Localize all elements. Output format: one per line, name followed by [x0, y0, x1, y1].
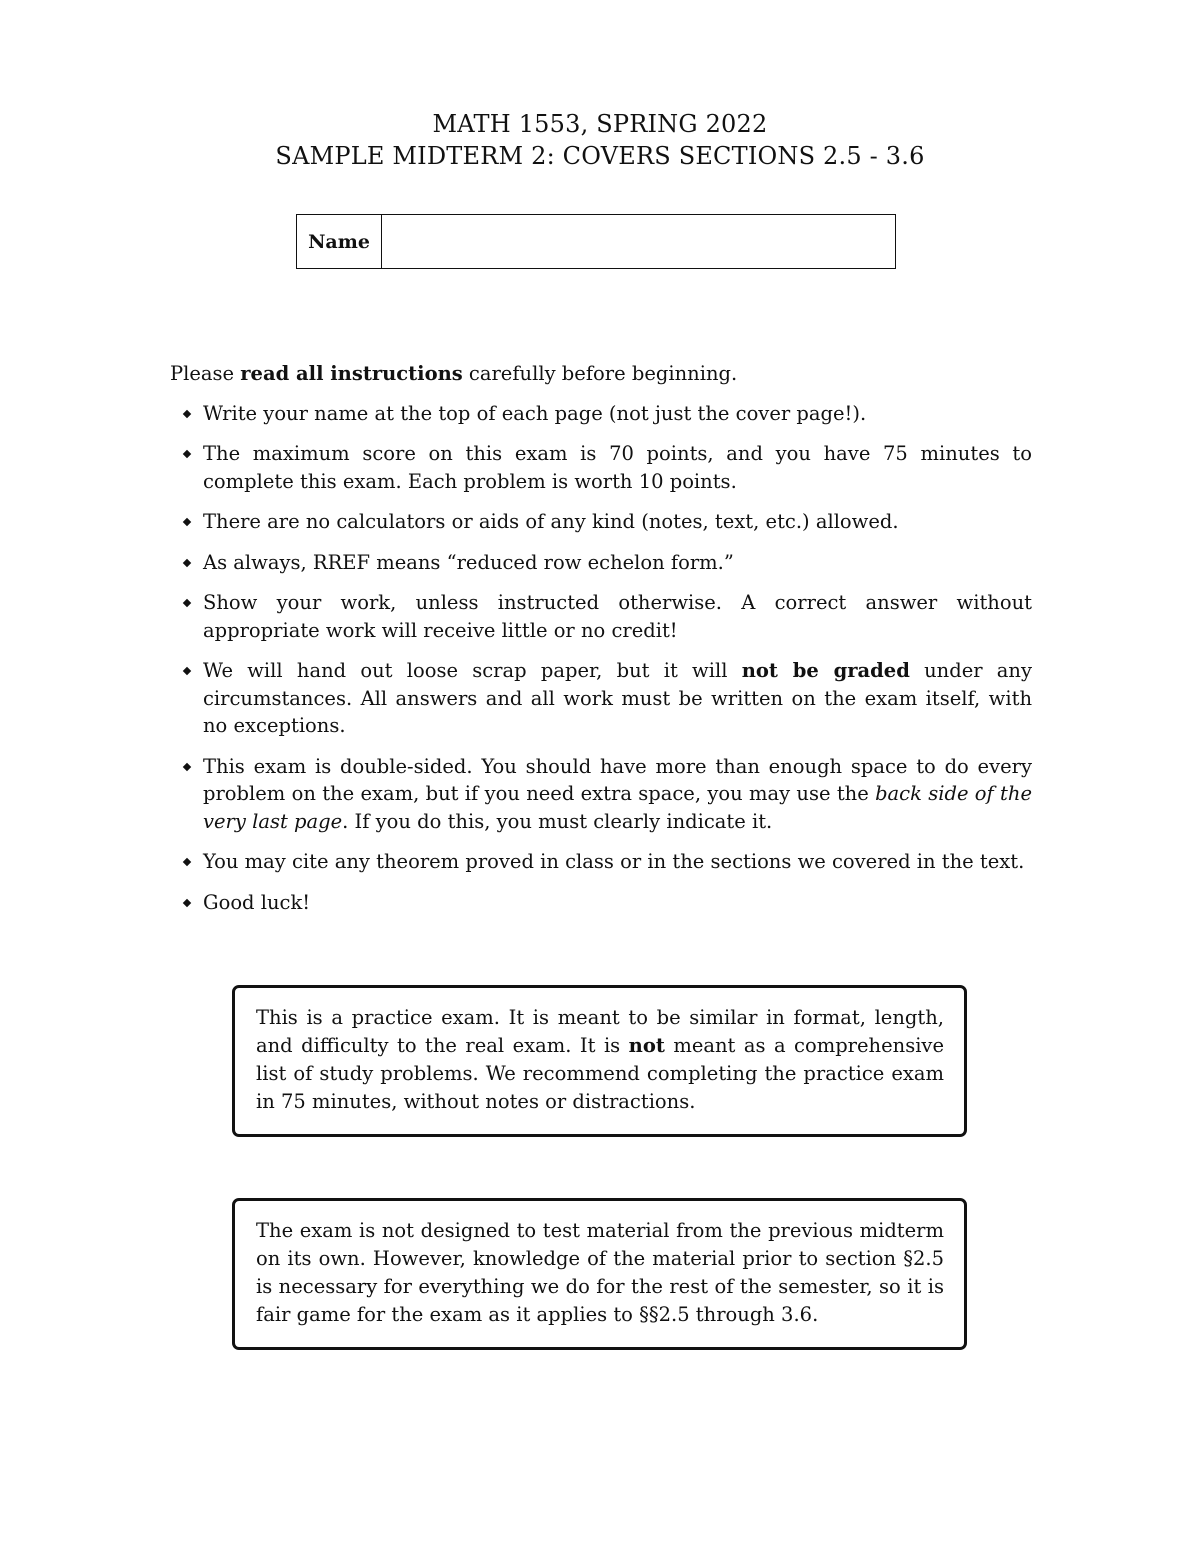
- practice-exam-notice: This is a practice exam. It is meant to be similar in format, length, and difficulty to the real exam. It is not meant as a comprehensive list of study problems. We recommend completing the practice exam in 75 minutes, without notes or distractions.: [232, 985, 967, 1137]
- instructions-list: [170, 400, 1032, 917]
- exam-subtitle: SAMPLE MIDTERM 2: COVERS SECTIONS 2.5 - 3.6: [275, 142, 925, 170]
- diamond-bullet-icon: [183, 599, 191, 607]
- name-label: Name: [297, 215, 382, 268]
- diamond-bullet-icon: [183, 518, 191, 526]
- instructions-section: [170, 360, 1032, 929]
- instructions-intro: Please read all instructions carefully before beginning.: [170, 362, 738, 385]
- instruction-item: This exam is double-sided. You should have more than enough space to do every problem on the exam, but if you need extra space, you may use the back side of the very last page. If you do this, you must clearly indicate it.: [170, 753, 1032, 836]
- instruction-item: There are no calculators or aids of any kind (notes, text, etc.) allowed.: [170, 508, 1032, 536]
- name-field[interactable]: [382, 215, 895, 268]
- diamond-bullet-icon: [183, 858, 191, 866]
- diamond-bullet-icon: [183, 898, 191, 906]
- instruction-item: As always, RREF means “reduced row echelon form.”: [170, 549, 1032, 577]
- instruction-item: We will hand out loose scrap paper, but it will not be graded under any circumstances. All answers and all work must be written on the exam itself, with no exceptions.: [170, 657, 1032, 740]
- diamond-bullet-icon: [183, 558, 191, 566]
- name-box: [296, 214, 896, 269]
- course-heading: MATH 1553, SPRING 2022: [432, 110, 768, 138]
- instruction-item: Write your name at the top of each page (not just the cover page!).: [170, 400, 1032, 428]
- instruction-item: Show your work, unless instructed otherwise. A correct answer without appropriate work will receive little or no credit!: [170, 589, 1032, 644]
- material-scope-notice: The exam is not designed to test material from the previous midterm on its own. However, knowledge of the material prior to section §2.5 is necessary for everything we do for the rest of the semester, so it is fair game for the exam as it applies to §§2.5 through 3.6.: [232, 1198, 967, 1350]
- diamond-bullet-icon: [183, 409, 191, 417]
- instruction-item: You may cite any theorem proved in class or in the sections we covered in the text.: [170, 848, 1032, 876]
- instruction-item: Good luck!: [170, 889, 1032, 917]
- diamond-bullet-icon: [183, 667, 191, 675]
- diamond-bullet-icon: [183, 450, 191, 458]
- diamond-bullet-icon: [183, 762, 191, 770]
- instruction-item: The maximum score on this exam is 70 points, and you have 75 minutes to complete this exam. Each problem is worth 10 points.: [170, 440, 1032, 495]
- exam-title: [0, 108, 1200, 172]
